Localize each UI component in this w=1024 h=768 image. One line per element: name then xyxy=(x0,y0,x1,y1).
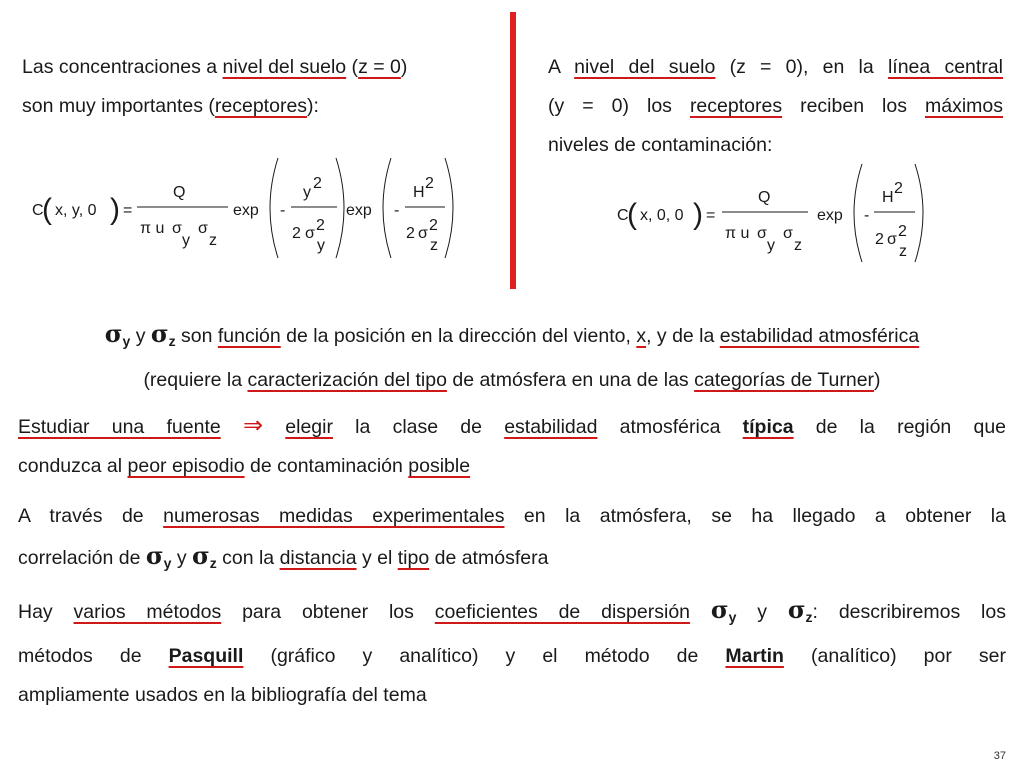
eq-open-paren: ( xyxy=(42,193,52,226)
eq-f3-den-coef: 2 xyxy=(406,225,415,242)
eq-den-sub-y: y xyxy=(182,232,190,249)
eq2-f2-num-var: H xyxy=(882,189,894,206)
eq2-den-sigma-z: σ xyxy=(783,225,793,242)
eq-args: x, y, 0 xyxy=(55,202,97,219)
eq-den-sigma-y: σ xyxy=(172,220,182,237)
equation-general-concentration xyxy=(30,150,360,265)
para2-line2: conduzca al peor episodio de contaminación posible xyxy=(18,455,471,477)
eq2-numerator: Q xyxy=(758,189,771,206)
eq2-den-sub-z: z xyxy=(794,237,802,254)
eq-den-sigma-z: σ xyxy=(198,220,208,237)
eq-f2-den-coef: 2 xyxy=(292,225,301,242)
eq-den-sub-z: z xyxy=(209,232,217,249)
eq-f2-num-pow: 2 xyxy=(313,175,322,192)
right-intro-line3: niveles de contaminación: xyxy=(548,134,773,156)
para4-line1: Hay varios métodos para obtener los coeficientes de dispersión $\sigma_y$ y $\sigma_z$: describiremos los xyxy=(18,595,1006,625)
paragraph-methods xyxy=(18,590,1006,715)
eq-close-paren: ) xyxy=(110,193,120,226)
eq2-f2-den-pow: 2 xyxy=(898,223,907,240)
eq-f3-den-sub: z xyxy=(430,237,438,254)
eq-paren-left-2 xyxy=(383,158,391,258)
eq2-f2-den-sigma: σ xyxy=(887,231,897,248)
para1-line2: (requiere la caracterización del tipo de atmósfera en una de las categorías de Turner) xyxy=(143,369,881,391)
eq-numerator: Q xyxy=(173,184,186,201)
para3-line2: correlación de $\sigma_y$ y $\sigma_z$ con la distancia y el tipo de atmósfera xyxy=(18,541,549,571)
eq-den-pi-u: π u xyxy=(140,220,165,237)
eq2-c: C xyxy=(617,207,629,224)
eq-f3-num-var: H xyxy=(413,184,425,201)
para2-line1: Estudiar una fuente ⇒ elegir la clase de estabilidad atmosférica típica de la región que xyxy=(18,411,1007,439)
paragraph-measurements xyxy=(18,497,1006,583)
para4-line3: ampliamente usados en la bibliografía del tema xyxy=(18,684,427,706)
eq2-open-paren: ( xyxy=(627,198,637,231)
eq-exp-2: exp xyxy=(346,202,372,219)
para4-line2: métodos de Pasquill (gráfico y analítico) y el método de Martin (analítico) por ser xyxy=(18,645,1006,667)
right-intro xyxy=(548,48,1003,165)
right-intro-line1: A nivel del suelo (z = 0), en la línea central xyxy=(548,56,1003,78)
eq2-den-sub-y: y xyxy=(767,237,775,254)
equation-centerline-concentration xyxy=(615,158,935,268)
eq2-close-paren: ) xyxy=(693,198,703,231)
eq2-f2-den-sub: z xyxy=(899,243,907,260)
eq-minus-1: - xyxy=(280,202,286,219)
eq-f3-den-pow: 2 xyxy=(429,217,438,234)
eq-paren-left-1 xyxy=(270,158,278,258)
eq2-exp: exp xyxy=(817,207,843,224)
right-intro-line2: (y = 0) los receptores reciben los máximos xyxy=(548,95,1003,117)
eq2-equals: = xyxy=(706,207,716,224)
paragraph-sigma-function xyxy=(18,314,1006,400)
equation-general-concentration-exp2 xyxy=(342,150,462,265)
eq2-paren-left xyxy=(854,164,862,262)
eq2-den-pi-u: π u xyxy=(725,225,750,242)
eq-minus-2: - xyxy=(394,202,400,219)
left-intro xyxy=(22,48,492,126)
paragraph-study-source xyxy=(18,406,1006,486)
eq2-f2-num-pow: 2 xyxy=(894,180,903,197)
eq-c: C xyxy=(32,202,44,219)
eq-f2-den-sigma: σ xyxy=(305,225,315,242)
left-intro-line2: son muy importantes (receptores): xyxy=(22,95,319,117)
eq-f2-den-pow: 2 xyxy=(316,217,325,234)
eq-f3-num-pow: 2 xyxy=(425,175,434,192)
eq2-f2-den-coef: 2 xyxy=(875,231,884,248)
para3-line1: A través de numerosas medidas experimentales en la atmósfera, se ha llegado a obtener la xyxy=(18,505,1006,527)
eq-f2-den-sub: y xyxy=(317,237,325,254)
vertical-divider xyxy=(510,12,516,289)
eq2-den-sigma-y: σ xyxy=(757,225,767,242)
eq-equals: = xyxy=(123,202,133,219)
eq2-paren-right xyxy=(915,164,923,262)
implies-arrow-icon: ⇒ xyxy=(242,411,264,439)
eq-exp-1: exp xyxy=(233,202,259,219)
left-intro-line1: Las concentraciones a nivel del suelo (z = 0) xyxy=(22,56,408,78)
eq-f2-num-var: y xyxy=(303,184,311,201)
slide-number: 37 xyxy=(993,750,1006,762)
para1-line1: $\sigma_y$ y $\sigma_z$ son función de la posición en la dirección del viento, x, y de la estabilidad atmosférica xyxy=(104,319,920,349)
eq2-args: x, 0, 0 xyxy=(640,207,684,224)
eq2-minus: - xyxy=(864,207,870,224)
eq-f3-den-sigma: σ xyxy=(418,225,428,242)
eq-paren-right-2 xyxy=(445,158,453,258)
